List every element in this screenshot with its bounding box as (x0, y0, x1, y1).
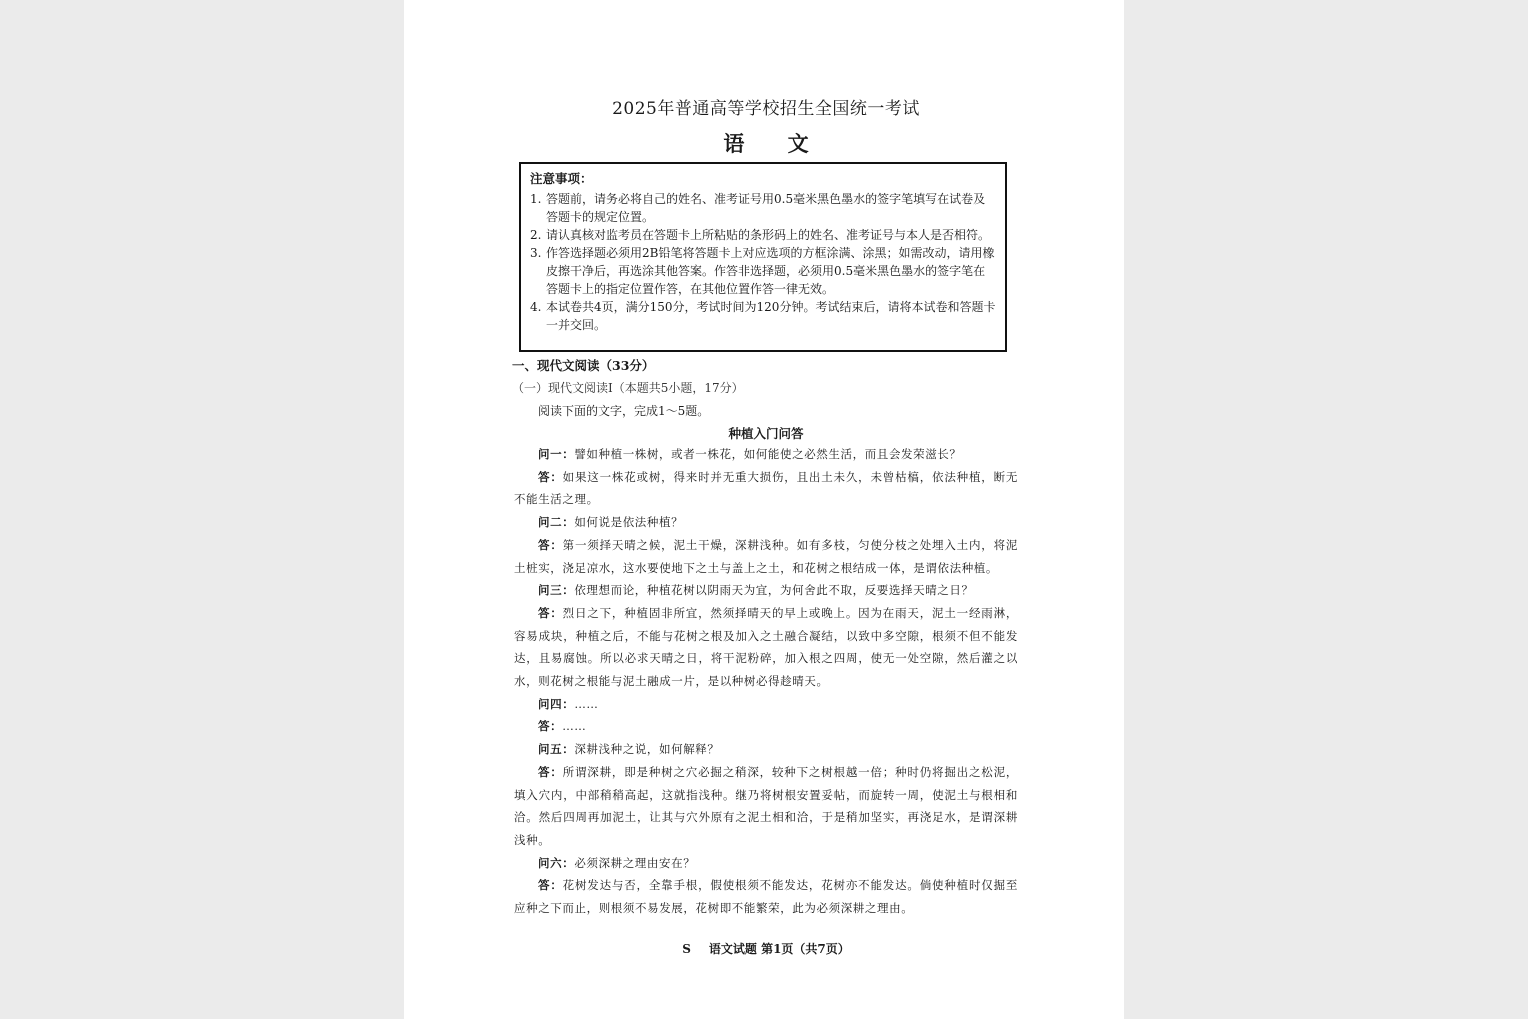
qa-text: 所谓深耕，即是种树之穴必掘之稍深，较种下之树根越一倍；种时仍将掘出之松泥，填入穴内，中部稍稍高起，这就指浅种。继乃将树根安置妥帖，而旋转一周，使泥土与根相和洽。然后四周再加泥土，让其与穴外原有之泥土相和洽，于是稍加坚实，再浇足水，是谓深耕浅种。 (514, 764, 1019, 847)
qa-text: 如何说是依法种植？ (574, 515, 684, 530)
qa-paragraph (514, 852, 1018, 875)
notice-box (519, 162, 1007, 352)
qa-text: 深耕浅种之说，如何解释？ (574, 742, 720, 757)
exam-title: 2025年普通高等学校招生全国统一考试 (612, 99, 920, 119)
qa-paragraph (514, 466, 1018, 511)
qa-label: 问四： (538, 696, 575, 711)
notice-text: 答题前，请务必将自己的姓名、准考证号用0.5毫米黑色墨水的签字笔填写在试卷及答题卡的规定位置。 (546, 192, 986, 224)
qa-paragraph (514, 534, 1018, 579)
qa-paragraph (514, 715, 1018, 738)
qa-text: 第一须择天晴之候，泥土干燥，深耕浅种。如有多枝，匀使分枝之处埋入土内，将泥土桩实，浇足凉水，这水要使地下之土与盖上之土，和花树之根结成一体，是谓依法种植。 (514, 537, 1019, 575)
reading-instruction: 阅读下面的文字，完成1～5题。 (538, 404, 710, 418)
article-title: 种植入门问答 (728, 426, 804, 441)
qa-label: 答： (538, 764, 563, 779)
qa-text: …… (562, 719, 587, 734)
qa-label: 问三： (538, 583, 575, 598)
qa-text: 如果这一株花或树，得来时并无重大损伤，且出土未久，未曾枯槁，依法种植，断无不能生活之理。 (514, 469, 1019, 507)
notice-item (530, 226, 997, 244)
qa-paragraph (514, 511, 1018, 534)
qa-label: 答： (538, 537, 563, 552)
qa-paragraph (514, 693, 1018, 716)
paper-code: S (682, 942, 691, 956)
notice-number: 4. (530, 300, 542, 314)
qa-paragraph (514, 874, 1018, 919)
qa-text: 譬如种植一株树，或者一株花，如何能使之必然生活，而且会发荣滋长？ (574, 447, 962, 461)
qa-paragraph (514, 579, 1018, 602)
qa-paragraph (514, 738, 1018, 761)
qa-text: …… (574, 696, 599, 711)
qa-label: 答： (538, 719, 563, 734)
qa-label: 问一： (538, 447, 575, 461)
exam-page (404, 0, 1124, 1019)
notice-number: 1. (530, 192, 542, 206)
notice-text: 本试卷共4页，满分150分，考试时间为120分钟。考试结束后，请将本试卷和答题卡一并交回。 (546, 300, 996, 332)
qa-label: 问五： (538, 742, 575, 757)
qa-text: 必须深耕之理由安在？ (574, 855, 696, 870)
qa-paragraph (514, 602, 1018, 693)
notice-text: 请认真核对监考员在答题卡上所粘贴的条形码上的姓名、准考证号与本人是否相符。 (546, 228, 991, 242)
notice-number: 3. (530, 246, 542, 260)
qa-label: 答： (538, 878, 563, 893)
qa-label: 答： (538, 469, 563, 484)
notice-heading: 注意事项： (530, 171, 593, 186)
subsection-heading: （一）现代文阅读Ⅰ（本题共5小题，17分） (512, 381, 744, 395)
section-heading: 一、现代文阅读（33分） (512, 358, 655, 373)
notice-number: 2. (530, 228, 542, 242)
qa-label: 问二： (538, 515, 575, 530)
qa-passage (514, 443, 1018, 920)
qa-text: 烈日之下，种植固非所宜，然须择晴天的早上或晚上。因为在雨天，泥土一经雨淋，容易成块，种植之后，不能与花树之根及加入之土融合凝结，以致中多空隙，根须不但不能发达，且易腐蚀。所以必求天晴之日，将干泥粉碎，加入根之四周，使无一处空隙，然后灌之以水，则花树之根能与泥土融成一片，是以种树必得趁晴天。 (514, 605, 1019, 689)
qa-paragraph (514, 761, 1018, 852)
notice-item (530, 244, 997, 298)
page-footer (514, 940, 1018, 957)
qa-label: 问六： (538, 855, 575, 870)
qa-text: 依理想而论，种植花树以阴雨天为宜，为何舍此不取，反要选择天晴之日？ (574, 583, 974, 598)
subject-title: 语 文 (723, 131, 827, 156)
qa-label: 答： (538, 605, 563, 620)
notice-item (530, 190, 997, 226)
qa-text: 花树发达与否，全靠手根，假使根须不能发达，花树亦不能发达。倘使种植时仅掘至应种之下而止，则根须不易发展，花树即不能繁荣，此为必须深耕之理由。 (514, 878, 1019, 916)
qa-paragraph (514, 443, 1018, 466)
notice-text: 作答选择题必须用2B铅笔将答题卡上对应选项的方框涂满、涂黑；如需改动，请用橡皮擦干净后，再选涂其他答案。作答非选择题，必须用0.5毫米黑色墨水的签字笔在答题卡上的指定位置作答，在其他位置作答一律无效。 (546, 246, 995, 296)
notice-item (530, 298, 997, 334)
page-number: 语文试题 第1页（共7页） (708, 942, 850, 956)
